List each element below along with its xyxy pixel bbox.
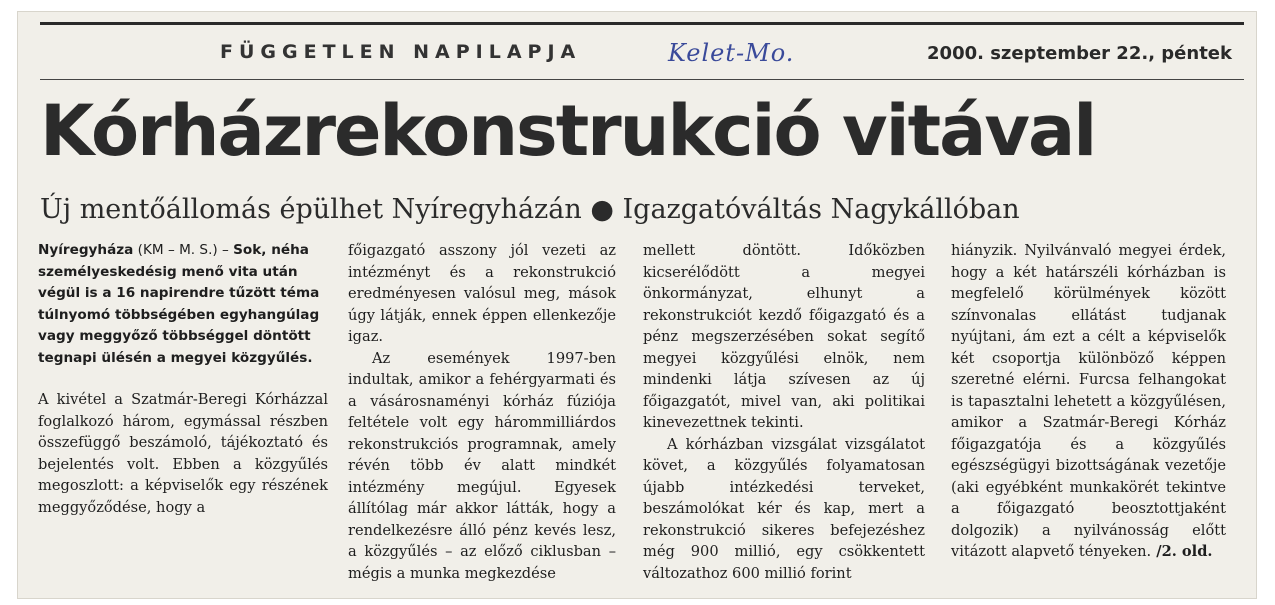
body-paragraph: A kórházban vizsgálat vizsgálatot követ, a közgyűlés folyamatosan újabb intézkedési terveket, beszámolókat kér és kap, mert a rekonstrukció sikeres befejezéshez még 900 millió, egy csökkentett változathoz 600 millió forint bbox=[643, 435, 925, 582]
masthead bbox=[40, 22, 1244, 80]
body-paragraph: Az események 1997-ben indultak, amikor a fehérgyarmati és a vásárosnaményi kórház fúziója feltétele volt egy hárommilliárdos rekonstrukciós programnak, amely révén több év alatt mindkét intézmény megújul. Egyesek állítólag már akkor látták, hogy a rendelkezésre álló pénz kevés lesz, a közgyűlés – az előző ciklusban – mégis a munka megkezdése bbox=[348, 349, 616, 582]
body-text: hiányzik. Nyilvánvaló megyei érdek, hogy a két határszéli kórházban is megfelelő körülmények között színvonalas ellátást tudjanak nyújtani, ám ezt a célt a képviselők két csoportja különböző képpen szeretné elérni. Furcsa felhangokat is tapasztalni lehetett a közgyűlésen, amikor a Szatmár-Beregi Kórház főigazgatója és a közgyűlés egészségügyi bizottságának vezetője (aki egyébként munkakörét tekintve a főigazgató beosztottjaként dolgozik) a nyilvánosság előtt vitázott alapvető tényeken. bbox=[951, 242, 1226, 560]
newspaper-clipping bbox=[18, 12, 1256, 598]
article-column-2 bbox=[348, 240, 616, 584]
lead-text: Sok, néha személyeskedésig menő vita után végül is a 16 napirendre tűzött téma túlnyomó többségében egyhangúlag vagy meggyőző többséggel döntött tegnapi ülésén a megyei közgyűlés. bbox=[38, 242, 320, 366]
continued-reference: /2. old. bbox=[1151, 543, 1213, 560]
handwritten-note: Kelet-Mo. bbox=[668, 39, 795, 67]
article-column-4 bbox=[951, 240, 1226, 563]
article-column-3 bbox=[643, 240, 925, 584]
body-paragraph: mellett döntött. Időközben kicserélődött a megyei önkormányzat, elhunyt a rekonstrukciót kezdő főigazgató és a pénz megszerzésében sokat segítő megyei közgyűlési elnök, nem mindenki látja szívesen az új főigazgatót, mivel van, aki politikai kinevezettnek tekinti. bbox=[643, 242, 925, 431]
subheadline: Új mentőállomás épülhet Nyíregyházán ● Igazgatóváltás Nagykállóban bbox=[40, 194, 1020, 225]
lead-place: Nyíregyháza bbox=[38, 242, 134, 258]
headline: Kórházrekonstrukció vitával bbox=[40, 90, 1096, 172]
paragraph-gap bbox=[38, 369, 328, 389]
body-paragraph: főigazgató asszony jól vezeti az intézményt és a rekonstrukció eredményesen valósul meg, mások úgy látják, ennek éppen ellenkezője igaz. bbox=[348, 242, 616, 345]
lead-paragraph bbox=[38, 240, 328, 369]
issue-date: 2000. szeptember 22., péntek bbox=[927, 43, 1232, 64]
body-paragraph bbox=[951, 240, 1226, 563]
article-column-1 bbox=[38, 240, 328, 518]
newspaper-tagline: FÜGGETLEN NAPILAPJA bbox=[220, 41, 582, 63]
body-paragraph: A kivétel a Szatmár-Beregi Kórházzal foglalkozó három, egymással részben összefüggő beszámoló, tájékoztató és bejelentés volt. Ebben a közgyűlés megoszlott: a képviselők egy részének meggyőződése, hogy a bbox=[38, 391, 328, 516]
lead-source: (KM – M. S.) – bbox=[133, 242, 234, 258]
